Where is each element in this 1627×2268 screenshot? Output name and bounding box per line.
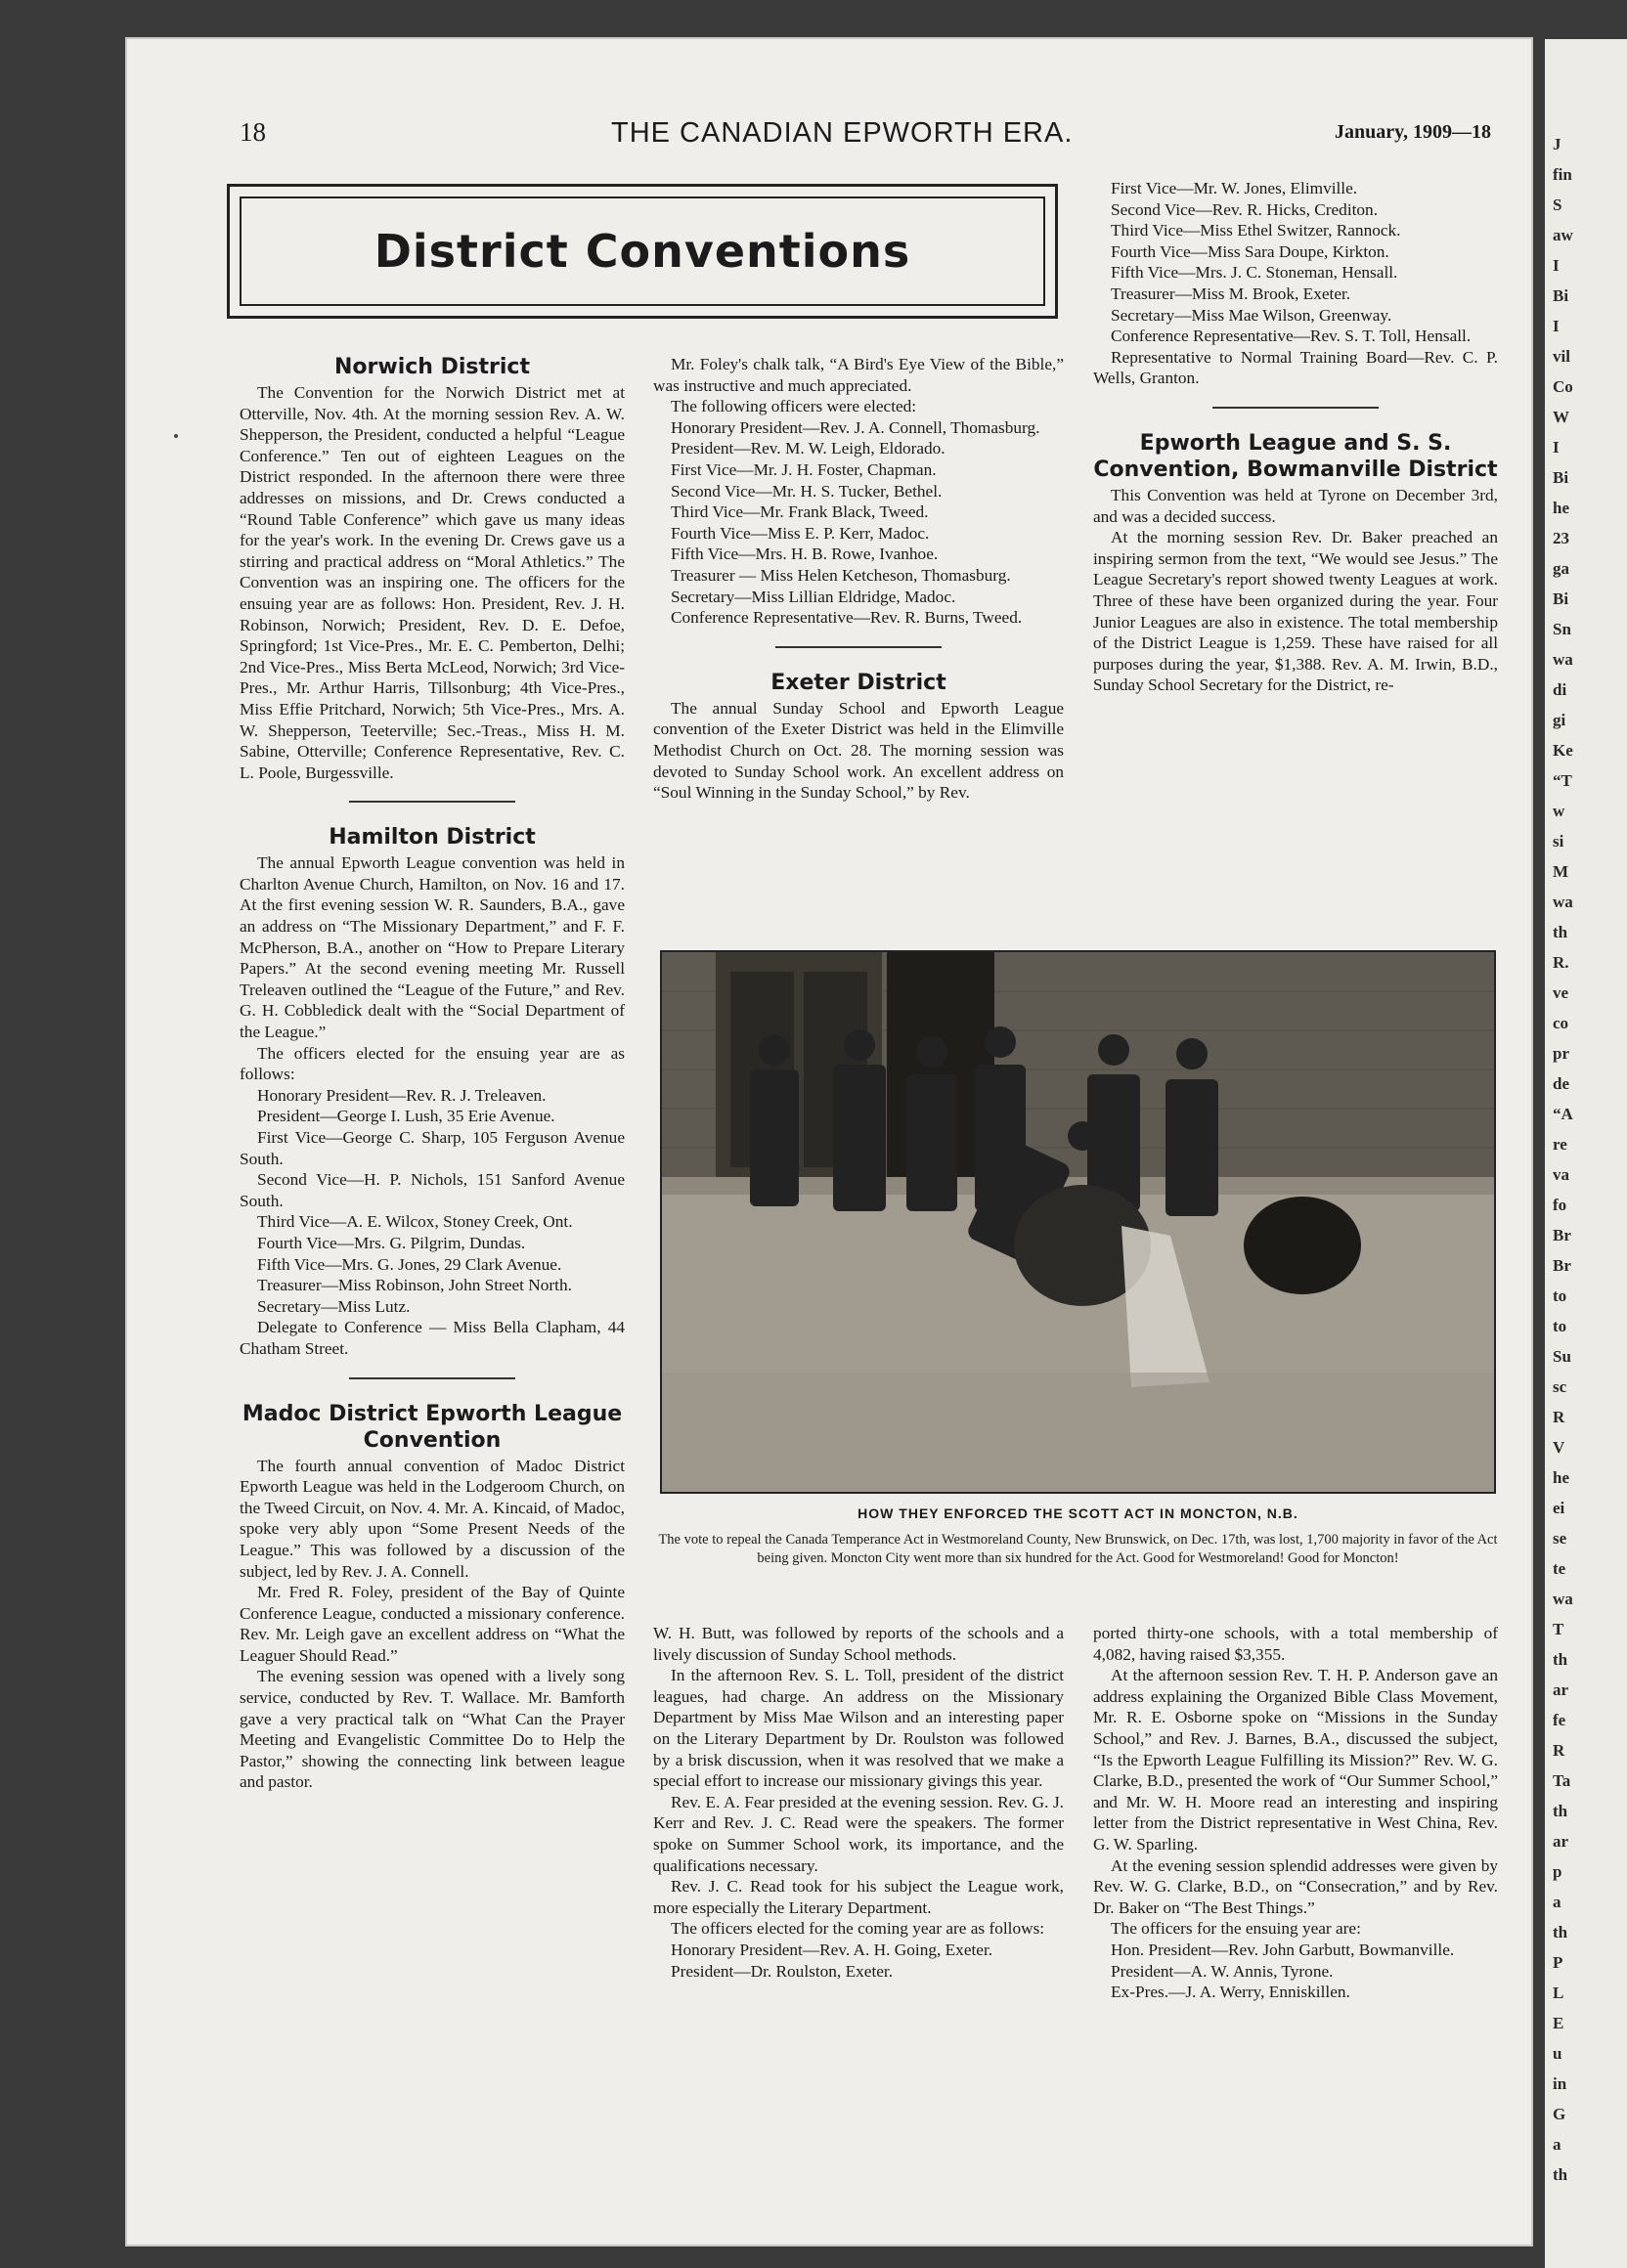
next-page-fragment: si [1553,832,1564,850]
madoc-officers [653,417,1064,629]
section-rule [349,801,515,803]
next-page-fragment: V [1553,1438,1565,1457]
madoc-paragraph-2: Mr. Fred R. Foley, president of the Bay of Quinte Conference League, conducted a missionary conference. Rev. Mr. Leigh gave an excellent address on “What the Leaguer Should Read.” [240,1583,625,1665]
officer-line: Conference Representative—Rev. R. Burns, Tweed. [671,608,1023,628]
officer-line: Honorary President—Rev. R. J. Treleaven. [257,1085,547,1105]
next-page-fragment: re [1553,1135,1567,1154]
page-header [240,117,1491,156]
exeter-cont-paragraph-5: The officers elected for the coming year are as follows: [671,1919,1045,1939]
next-page-fragment: ar [1553,1832,1569,1851]
officer-line: Second Vice—H. P. Nichols, 151 Sanford Avenue South. [240,1170,625,1210]
officer-line: Third Vice—Mr. Frank Black, Tweed. [671,502,929,522]
issue-date: January, 1909—18 [1334,121,1491,143]
bowmanville-paragraph-2: At the morning session Rev. Dr. Baker preached an inspiring sermon from the text, “We would see Jesus.” The League Secretary's report showed twenty Leagues at work. Three of these have been organized during the year. Four Junior Leagues are also in existence. The total membership of the District League is 1,259. These have raised for all purposes during the year, $1,388. Rev. A. M. Irwin, B.D., Sunday School Secretary for the District, re- [1093,528,1498,695]
next-page-fragment: E [1553,2014,1564,2032]
officer-line: Treasurer — Miss Helen Ketcheson, Thomasburg. [671,565,1011,585]
officer-line: President—A. W. Annis, Tyrone. [1111,1961,1334,1981]
officer-line: Treasurer—Miss M. Brook, Exeter. [1111,284,1351,303]
next-page-fragment: a [1553,1893,1561,1911]
next-page-fragment: fo [1553,1196,1567,1214]
section-rule [349,1377,515,1379]
exeter-cont-paragraph-4: Rev. J. C. Read took for his subject the League work, more especially the Literary Department. [653,1877,1064,1917]
officer-line: Honorary President—Rev. A. H. Going, Exeter. [671,1940,993,1959]
next-page-fragment: se [1553,1529,1567,1548]
bowmanville-cont-paragraph-3: At the evening session splendid addresses were given by Rev. W. G. Clarke, B.D., on “Consecration,” and by Rev. Dr. Baker on “The Best Things.” [1093,1855,1498,1917]
next-page-fragment: Sn [1553,620,1571,638]
madoc-heading: Madoc District Epworth League Convention [242,1401,623,1453]
madoc-paragraph-1: The fourth annual convention of Madoc District Epworth League was held in the Lodgeroom Church, on the Tweed Circuit, on Nov. 4. Mr. A. Kincaid, of Madoc, spoke very ably upon “Some Present Needs of the League.” This was followed by a discussion of the subject, led by Rev. J. A. Connell. [240,1456,625,1581]
next-page-fragment: di [1553,680,1567,699]
officer-line: Second Vice—Mr. H. S. Tucker, Bethel. [671,481,943,501]
madoc-paragraph-3: The evening session was opened with a lively song service, conducted by Rev. T. Wallace. Mr. Bamforth gave a very practical talk on “What Can the Prayer Meeting and Evangelistic Committee Do to Help the Pastor,” showing the connecting link between league and pastor. [240,1667,625,1792]
next-page-fragment: a [1553,2135,1561,2154]
title-box [227,184,1058,319]
photo-illustration [662,952,1494,1492]
officer-line: Ex-Pres.—J. A. Werry, Enniskillen. [1111,1983,1350,2002]
officer-line: Secretary—Miss Lutz. [257,1296,411,1316]
officer-line: Fifth Vice—Mrs. H. B. Rowe, Ivanhoe. [671,545,939,564]
officer-line: First Vice—George C. Sharp, 105 Ferguson Avenue South. [240,1128,625,1168]
next-page-fragment: wa [1553,1590,1573,1608]
officer-line: Secretary—Miss Lillian Eldridge, Madoc. [671,587,956,606]
norwich-heading: Norwich District [334,355,530,379]
officer-line: Hon. President—Rev. John Garbutt, Bowmanville. [1111,1940,1455,1959]
next-page-fragment: ei [1553,1499,1565,1517]
officer-line: Fifth Vice—Mrs. J. C. Stoneman, Hensall. [1111,263,1398,283]
bowmanville-paragraph-1: This Convention was held at Tyrone on December 3rd, and was a decided success. [1093,485,1498,526]
madoc-cont-paragraph: Mr. Foley's chalk talk, “A Bird's Eye View of the Bible,” was instructive and much appreciated. [653,355,1064,395]
next-page-fragment: to [1553,1287,1567,1305]
next-page-fragment: th [1553,1923,1568,1941]
officer-line: Secretary—Miss Mae Wilson, Greenway. [1111,305,1392,325]
officer-line: Third Vice—A. E. Wilcox, Stoney Creek, Ont. [257,1212,573,1232]
next-page-edge [1545,39,1627,2268]
photo-caption-title: HOW THEY ENFORCED THE SCOTT ACT IN MONCTON, N.B. [857,1505,1298,1521]
madoc-officers-intro: The following officers were elected: [671,397,917,416]
column-2-bottom [653,1623,1064,1982]
hamilton-heading: Hamilton District [329,825,536,850]
masthead: THE CANADIAN EPWORTH ERA. [611,117,1074,149]
bowmanville-heading: Epworth League and S. S. Convention, Bowmanville District [1093,430,1498,482]
next-page-fragment: fin [1553,165,1572,184]
next-page-fragment: th [1553,923,1568,941]
next-page-fragment: R [1553,1741,1565,1760]
bowmanville-cont-paragraph-4: The officers for the ensuing year are: [1111,1919,1361,1939]
next-page-fragment: in [1553,2074,1567,2093]
officer-line: Conference Representative—Rev. S. T. Toll, Hensall. [1111,327,1472,346]
title-box-inner [240,196,1045,306]
bowmanville-officers [1093,1940,1498,2003]
next-page-fragment: pr [1553,1044,1569,1063]
norwich-paragraph: The Convention for the Norwich District met at Otterville, Nov. 4th. At the morning session Rev. A. W. Shepperson, the President, conducted a helpful “League Conference.” Ten out of eighteen Leagues on the District responded. In the afternoon there were three addresses on missions, and Dr. Crews conducted a “Round Table Conference” which gave us many ideas for the year's work. In the evening Dr. Crews gave us a stirring and practical address on “Moral Athletics.” The Convention was an inspiring one. The officers for the ensuing year are as follows: Hon. President, Rev. J. H. Robinson, Norwich; President, Rev. D. E. Defoe, Springford; 1st Vice-Pres., Mr. E. C. Pemberton, Delhi; 2nd Vice-Pres., Miss Berta McLeod, Norwich; 3rd Vice-Pres., Mr. Arthur Harris, Tillsonburg; 4th Vice-Pres., Miss Effie Pritchard, Norwich; 5th Vice-Pres., Mrs. A. W. Shepperson, Teeterville; Sec.-Treas., Miss H. M. Sabine, Otterville; Conference Representative, Rev. C. L. Poole, Burgessville. [240,383,625,782]
scott-act-photo [660,950,1496,1494]
column-3-top [1093,178,1498,696]
page-title: District Conventions [374,225,911,278]
next-page-fragment: wa [1553,650,1573,669]
next-page-fragment: L [1553,1984,1564,2002]
next-page-fragment: he [1553,499,1569,517]
bowmanville-cont-paragraph-1: ported thirty-one schools, with a total membership of 4,082, having raised $3,355. [1093,1624,1498,1664]
next-page-fragment: I [1553,438,1560,457]
next-page-fragment: R. [1553,953,1569,972]
next-page-fragment: S [1553,196,1562,214]
next-page-fragment: u [1553,2044,1562,2063]
next-page-fragment: Ke [1553,741,1573,760]
next-page-fragment: Ta [1553,1771,1571,1790]
officer-line: Delegate to Conference — Miss Bella Clapham, 44 Chatham Street. [240,1318,625,1358]
hamilton-officers-intro: The officers elected for the ensuing year are as follows: [240,1043,625,1084]
next-page-fragment: aw [1553,226,1573,244]
officer-line: Treasurer—Miss Robinson, John Street North. [257,1276,572,1295]
next-page-fragment: Br [1553,1256,1571,1275]
officer-line: President—George I. Lush, 35 Erie Avenue. [257,1107,555,1126]
hamilton-officers [240,1085,625,1360]
section-rule [1212,407,1379,409]
photo-caption: The vote to repeal the Canada Temperance Act in Westmoreland County, New Brunswick, on Dec. 17th, was lost, 1,700 majority in favor of the Act being given. Moncton City went more than six hundred for the Act. Good for Westmoreland! Good for Moncton! [658,1532,1498,1566]
speck [174,434,178,438]
officer-line: Third Vice—Miss Ethel Switzer, Rannock. [1111,221,1401,240]
next-page-fragment: “A [1553,1105,1573,1123]
section-rule [775,646,942,648]
next-page-fragment: M [1553,862,1569,881]
column-2-top [653,354,1064,804]
next-page-fragment: Co [1553,377,1573,396]
next-page-fragment: to [1553,1317,1567,1335]
next-page-fragment: p [1553,1862,1562,1881]
next-page-fragment: te [1553,1559,1566,1578]
next-page-fragment: ar [1553,1680,1569,1699]
next-page-fragment: ga [1553,559,1569,578]
officer-line: First Vice—Mr. W. Jones, Elimville. [1111,179,1358,197]
column-3-bottom [1093,1623,1498,2003]
next-page-fragment: “T [1553,771,1572,790]
next-page-fragment: va [1553,1165,1569,1184]
page-number: 18 [240,117,266,147]
next-page-fragment: J [1553,135,1561,153]
next-page-fragment: wa [1553,893,1573,911]
next-page-fragment: I [1553,256,1560,275]
next-page-fragment: de [1553,1074,1569,1093]
next-page-fragment: he [1553,1468,1569,1487]
hamilton-paragraph: The annual Epworth League convention was held in Charlton Avenue Church, Hamilton, on Nov. 16 and 17. At the first evening session W. R. Saunders, B.A., gave an address on “The Missionary Department,” and F. F. McPherson, B.A., another on “How to Prepare Literary Papers.” At the second evening meeting Mr. Russell Treleaven outlined the “League of the Future,” and Rev. G. H. Cobbledick dealt with the “Social Department of the League.” [240,853,625,1042]
next-page-fragment: Bi [1553,589,1569,608]
next-page-fragment: th [1553,1650,1568,1669]
officer-line: Second Vice—Rev. R. Hicks, Crediton. [1111,199,1379,219]
exeter-heading: Exeter District [770,670,946,695]
exeter-officers [1093,178,1498,389]
officer-line: First Vice—Mr. J. H. Foster, Chapman. [671,459,937,479]
officer-line: Honorary President—Rev. J. A. Connell, Thomasburg. [671,417,1040,437]
exeter-cont-paragraph-2: In the afternoon Rev. S. L. Toll, president of the district leagues, had charge. An address on the Missionary Department by Miss Mae Wilson and an interesting paper on the Literary Department by Dr. Roulston was followed by a brisk discussion, when it was resolved that we make a special effort to increase our missionary givings this year. [653,1666,1064,1791]
next-page-fragment: 23 [1553,529,1569,547]
next-page-fragment: w [1553,802,1565,820]
next-page-fragment: vil [1553,347,1570,366]
next-page-fragment: ve [1553,983,1569,1002]
next-page-fragment: sc [1553,1377,1567,1396]
officer-line: Fourth Vice—Mrs. G. Pilgrim, Dundas. [257,1233,526,1252]
officer-line: Fourth Vice—Miss E. P. Kerr, Madoc. [671,523,930,543]
exeter-paragraph: The annual Sunday School and Epworth League convention of the Exeter District was held in the Elimville Methodist Church on Oct. 28. The morning session was devoted to Sunday School work. An excellent address on “Soul Winning in the Sunday School,” by Rev. [653,698,1064,803]
next-page-fragment: T [1553,1620,1564,1638]
next-page-fragment: fe [1553,1711,1566,1729]
officer-line: Fifth Vice—Mrs. G. Jones, 29 Clark Avenue. [257,1254,562,1274]
next-page-fragment: W [1553,408,1569,426]
next-page-fragment: Bi [1553,468,1569,487]
next-page-fragment: th [1553,2165,1568,2184]
next-page-fragment: R [1553,1408,1565,1426]
exeter-cont-paragraph-1: W. H. Butt, was followed by reports of the schools and a lively discussion of Sunday School methods. [653,1624,1064,1664]
next-page-fragment: Br [1553,1226,1571,1244]
next-page-fragment: Su [1553,1347,1571,1366]
exeter-officers-start [653,1940,1064,1982]
officer-line: Fourth Vice—Miss Sara Doupe, Kirkton. [1111,241,1389,261]
bowmanville-cont-paragraph-2: At the afternoon session Rev. T. H. P. Anderson gave an address explaining the Organized Bible Class Movement, Mr. R. E. Osborne spoke on “Missions in the Sunday School,” and Rev. J. Barnes, B.A., discussed the subject, “Is the Epworth League Fulfilling its Mission?” Rev. W. G. Clarke, B.D., presented the work of “Our Summer School,” and Mr. W. H. Moore read an interesting and inspiring letter from the District representative in West China, Rev. G. W. Sparling. [1093,1666,1498,1854]
officer-line: Representative to Normal Training Board—Rev. C. P. Wells, Granton. [1093,347,1498,388]
officer-line: President—Dr. Roulston, Exeter. [671,1961,894,1981]
next-page-fragment: G [1553,2105,1566,2123]
column-1 [240,354,625,1793]
next-page-fragment: th [1553,1802,1568,1820]
next-page-fragment: gi [1553,711,1566,729]
exeter-cont-paragraph-3: Rev. E. A. Fear presided at the evening session. Rev. G. J. Kerr and Rev. J. C. Read were the speakers. The former spoke on Summer School work, its importance, and the qualifications necessary. [653,1792,1064,1875]
officer-line: President—Rev. M. W. Leigh, Eldorado. [671,439,945,458]
next-page-fragment: Bi [1553,286,1569,305]
next-page-fragment: I [1553,317,1560,335]
next-page-fragment: co [1553,1014,1569,1032]
next-page-fragment: P [1553,1953,1563,1972]
